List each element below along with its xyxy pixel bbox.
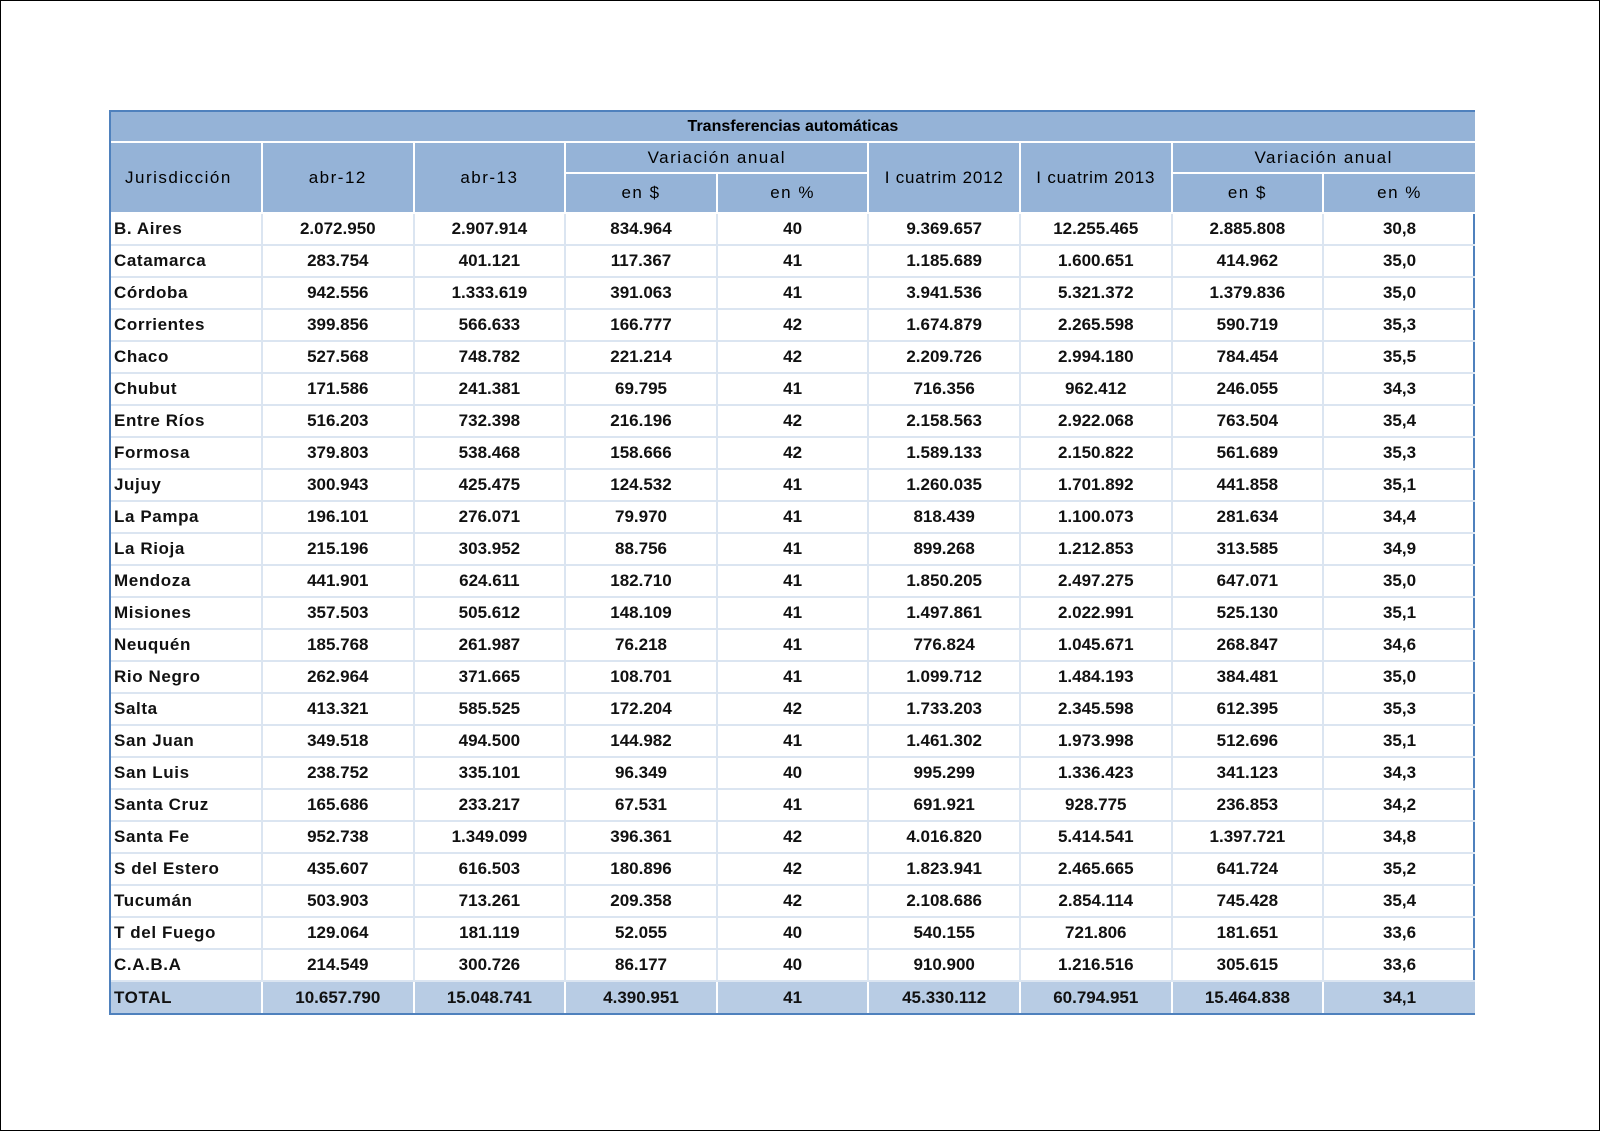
cell-variacion-pct: 40 — [717, 917, 869, 949]
cell-variacion-pesos: 221.214 — [565, 341, 717, 373]
cell-variacion-cuatrim-pct: 33,6 — [1323, 917, 1475, 949]
total-cell-cuatrim-2012: 45.330.112 — [868, 981, 1020, 1013]
cell-jurisdiccion: Jujuy — [111, 469, 262, 501]
cell-variacion-cuatrim-pesos: 590.719 — [1172, 309, 1324, 341]
cell-variacion-cuatrim-pct: 35,3 — [1323, 309, 1475, 341]
total-cell-abr-13: 15.048.741 — [414, 981, 566, 1013]
cell-variacion-pesos: 86.177 — [565, 949, 717, 981]
cell-jurisdiccion: Neuquén — [111, 629, 262, 661]
cell-cuatrim-2012: 1.461.302 — [868, 725, 1020, 757]
cell-variacion-pct: 41 — [717, 789, 869, 821]
header-variacion-anual-cuatrim: Variación anual — [1172, 142, 1475, 173]
cell-abr-12: 952.738 — [262, 821, 414, 853]
cell-variacion-pesos: 69.795 — [565, 373, 717, 405]
cell-cuatrim-2013: 928.775 — [1020, 789, 1172, 821]
cell-variacion-pct: 41 — [717, 629, 869, 661]
table-row — [111, 245, 1475, 277]
cell-abr-13: 538.468 — [414, 437, 566, 469]
cell-variacion-cuatrim-pct: 34,2 — [1323, 789, 1475, 821]
cell-variacion-cuatrim-pct: 35,2 — [1323, 853, 1475, 885]
table-row — [111, 309, 1475, 341]
cell-variacion-cuatrim-pesos: 305.615 — [1172, 949, 1324, 981]
cell-variacion-cuatrim-pesos: 745.428 — [1172, 885, 1324, 917]
cell-abr-13: 300.726 — [414, 949, 566, 981]
cell-cuatrim-2013: 1.484.193 — [1020, 661, 1172, 693]
cell-abr-13: 261.987 — [414, 629, 566, 661]
cell-variacion-pct: 42 — [717, 309, 869, 341]
cell-abr-12: 379.803 — [262, 437, 414, 469]
header-en-pct-cuatrim: en % — [1323, 173, 1475, 213]
cell-variacion-cuatrim-pesos: 512.696 — [1172, 725, 1324, 757]
cell-variacion-cuatrim-pct: 34,4 — [1323, 501, 1475, 533]
cell-jurisdiccion: Rio Negro — [111, 661, 262, 693]
cell-abr-12: 300.943 — [262, 469, 414, 501]
cell-variacion-pct: 41 — [717, 533, 869, 565]
cell-cuatrim-2012: 910.900 — [868, 949, 1020, 981]
cell-variacion-pct: 41 — [717, 373, 869, 405]
header-abr-12: abr-12 — [262, 142, 414, 213]
header-en-pesos-mensual: en $ — [565, 173, 717, 213]
cell-variacion-cuatrim-pesos: 525.130 — [1172, 597, 1324, 629]
cell-variacion-cuatrim-pct: 35,4 — [1323, 405, 1475, 437]
cell-jurisdiccion: Córdoba — [111, 277, 262, 309]
cell-jurisdiccion: San Juan — [111, 725, 262, 757]
cell-variacion-cuatrim-pct: 35,5 — [1323, 341, 1475, 373]
cell-abr-12: 262.964 — [262, 661, 414, 693]
cell-abr-13: 1.333.619 — [414, 277, 566, 309]
cell-variacion-cuatrim-pct: 35,1 — [1323, 597, 1475, 629]
cell-abr-13: 401.121 — [414, 245, 566, 277]
cell-cuatrim-2013: 1.600.651 — [1020, 245, 1172, 277]
cell-variacion-pesos: 182.710 — [565, 565, 717, 597]
cell-jurisdiccion: Santa Fe — [111, 821, 262, 853]
cell-abr-12: 165.686 — [262, 789, 414, 821]
table-row — [111, 469, 1475, 501]
cell-variacion-cuatrim-pesos: 1.397.721 — [1172, 821, 1324, 853]
cell-abr-12: 2.072.950 — [262, 213, 414, 245]
total-cell-variacion-cuatrim-pct: 34,1 — [1323, 981, 1475, 1013]
cell-cuatrim-2012: 1.733.203 — [868, 693, 1020, 725]
cell-variacion-pesos: 117.367 — [565, 245, 717, 277]
cell-cuatrim-2012: 1.823.941 — [868, 853, 1020, 885]
table-row — [111, 661, 1475, 693]
table-row — [111, 853, 1475, 885]
cell-variacion-cuatrim-pct: 30,8 — [1323, 213, 1475, 245]
cell-cuatrim-2012: 776.824 — [868, 629, 1020, 661]
cell-jurisdiccion: La Rioja — [111, 533, 262, 565]
table-row — [111, 565, 1475, 597]
cell-variacion-pct: 40 — [717, 757, 869, 789]
cell-variacion-cuatrim-pesos: 641.724 — [1172, 853, 1324, 885]
cell-jurisdiccion: Corrientes — [111, 309, 262, 341]
cell-abr-13: 1.349.099 — [414, 821, 566, 853]
cell-variacion-pct: 41 — [717, 469, 869, 501]
cell-variacion-pesos: 172.204 — [565, 693, 717, 725]
cell-cuatrim-2012: 9.369.657 — [868, 213, 1020, 245]
cell-variacion-cuatrim-pct: 34,8 — [1323, 821, 1475, 853]
cell-variacion-cuatrim-pesos: 612.395 — [1172, 693, 1324, 725]
cell-variacion-pesos: 216.196 — [565, 405, 717, 437]
cell-jurisdiccion: S del Estero — [111, 853, 262, 885]
cell-cuatrim-2013: 2.994.180 — [1020, 341, 1172, 373]
cell-cuatrim-2013: 2.854.114 — [1020, 885, 1172, 917]
cell-jurisdiccion: Misiones — [111, 597, 262, 629]
cell-jurisdiccion: Chubut — [111, 373, 262, 405]
total-cell-cuatrim-2013: 60.794.951 — [1020, 981, 1172, 1013]
cell-variacion-cuatrim-pct: 34,3 — [1323, 373, 1475, 405]
cell-abr-12: 283.754 — [262, 245, 414, 277]
total-row — [111, 981, 1475, 1013]
cell-variacion-cuatrim-pesos: 441.858 — [1172, 469, 1324, 501]
cell-variacion-pct: 40 — [717, 213, 869, 245]
cell-abr-13: 233.217 — [414, 789, 566, 821]
cell-variacion-cuatrim-pesos: 784.454 — [1172, 341, 1324, 373]
cell-abr-12: 196.101 — [262, 501, 414, 533]
header-jurisdiccion: Jurisdicción — [111, 142, 262, 213]
cell-variacion-pct: 41 — [717, 725, 869, 757]
header-en-pct-mensual: en % — [717, 173, 869, 213]
cell-variacion-pct: 41 — [717, 501, 869, 533]
cell-jurisdiccion: Santa Cruz — [111, 789, 262, 821]
cell-variacion-pct: 41 — [717, 597, 869, 629]
cell-jurisdiccion: Entre Ríos — [111, 405, 262, 437]
cell-variacion-cuatrim-pesos: 268.847 — [1172, 629, 1324, 661]
cell-variacion-cuatrim-pesos: 2.885.808 — [1172, 213, 1324, 245]
cell-variacion-pct: 42 — [717, 821, 869, 853]
table-row — [111, 213, 1475, 245]
cell-abr-12: 171.586 — [262, 373, 414, 405]
cell-cuatrim-2013: 2.150.822 — [1020, 437, 1172, 469]
total-cell-variacion-pct: 41 — [717, 981, 869, 1013]
cell-variacion-cuatrim-pesos: 384.481 — [1172, 661, 1324, 693]
cell-abr-13: 616.503 — [414, 853, 566, 885]
cell-jurisdiccion: Formosa — [111, 437, 262, 469]
cell-cuatrim-2013: 2.922.068 — [1020, 405, 1172, 437]
cell-jurisdiccion: Catamarca — [111, 245, 262, 277]
cell-variacion-cuatrim-pct: 35,0 — [1323, 277, 1475, 309]
cell-variacion-cuatrim-pesos: 281.634 — [1172, 501, 1324, 533]
cell-cuatrim-2013: 12.255.465 — [1020, 213, 1172, 245]
cell-variacion-cuatrim-pesos: 561.689 — [1172, 437, 1324, 469]
cell-abr-12: 399.856 — [262, 309, 414, 341]
cell-variacion-pct: 41 — [717, 277, 869, 309]
table-row — [111, 533, 1475, 565]
table-title: Transferencias automáticas — [111, 112, 1475, 142]
cell-abr-12: 129.064 — [262, 917, 414, 949]
cell-cuatrim-2012: 2.209.726 — [868, 341, 1020, 373]
cell-cuatrim-2013: 1.100.073 — [1020, 501, 1172, 533]
cell-variacion-pesos: 209.358 — [565, 885, 717, 917]
cell-variacion-pesos: 158.666 — [565, 437, 717, 469]
cell-variacion-pesos: 88.756 — [565, 533, 717, 565]
header-cuatrim-2013: I cuatrim 2013 — [1020, 142, 1172, 213]
cell-abr-13: 425.475 — [414, 469, 566, 501]
cell-variacion-cuatrim-pesos: 414.962 — [1172, 245, 1324, 277]
cell-variacion-cuatrim-pesos: 181.651 — [1172, 917, 1324, 949]
cell-abr-12: 214.549 — [262, 949, 414, 981]
cell-cuatrim-2012: 1.185.689 — [868, 245, 1020, 277]
cell-abr-12: 503.903 — [262, 885, 414, 917]
cell-cuatrim-2013: 5.321.372 — [1020, 277, 1172, 309]
cell-abr-13: 566.633 — [414, 309, 566, 341]
cell-abr-12: 357.503 — [262, 597, 414, 629]
cell-variacion-pesos: 76.218 — [565, 629, 717, 661]
cell-abr-13: 585.525 — [414, 693, 566, 725]
cell-variacion-pesos: 148.109 — [565, 597, 717, 629]
cell-variacion-pct: 42 — [717, 437, 869, 469]
cell-abr-13: 2.907.914 — [414, 213, 566, 245]
cell-cuatrim-2012: 691.921 — [868, 789, 1020, 821]
table-row — [111, 821, 1475, 853]
cell-variacion-pct: 41 — [717, 565, 869, 597]
cell-abr-13: 624.611 — [414, 565, 566, 597]
header-en-pesos-cuatrim: en $ — [1172, 173, 1324, 213]
cell-cuatrim-2013: 5.414.541 — [1020, 821, 1172, 853]
header-variacion-anual-mensual: Variación anual — [565, 142, 868, 173]
cell-cuatrim-2012: 540.155 — [868, 917, 1020, 949]
cell-abr-12: 516.203 — [262, 405, 414, 437]
table-row — [111, 885, 1475, 917]
cell-cuatrim-2013: 1.045.671 — [1020, 629, 1172, 661]
cell-cuatrim-2013: 2.497.275 — [1020, 565, 1172, 597]
cell-variacion-cuatrim-pesos: 647.071 — [1172, 565, 1324, 597]
cell-abr-13: 276.071 — [414, 501, 566, 533]
cell-variacion-cuatrim-pesos: 341.123 — [1172, 757, 1324, 789]
cell-variacion-cuatrim-pct: 35,1 — [1323, 725, 1475, 757]
cell-abr-12: 185.768 — [262, 629, 414, 661]
cell-variacion-pct: 40 — [717, 949, 869, 981]
cell-cuatrim-2012: 4.016.820 — [868, 821, 1020, 853]
cell-abr-12: 413.321 — [262, 693, 414, 725]
cell-abr-13: 335.101 — [414, 757, 566, 789]
cell-cuatrim-2013: 721.806 — [1020, 917, 1172, 949]
cell-cuatrim-2012: 1.850.205 — [868, 565, 1020, 597]
cell-abr-13: 303.952 — [414, 533, 566, 565]
cell-variacion-pesos: 79.970 — [565, 501, 717, 533]
cell-jurisdiccion: Tucumán — [111, 885, 262, 917]
table-row — [111, 405, 1475, 437]
table-row — [111, 629, 1475, 661]
cell-abr-12: 435.607 — [262, 853, 414, 885]
cell-cuatrim-2012: 1.099.712 — [868, 661, 1020, 693]
cell-cuatrim-2012: 716.356 — [868, 373, 1020, 405]
table-row — [111, 917, 1475, 949]
cell-variacion-pct: 41 — [717, 661, 869, 693]
cell-cuatrim-2012: 3.941.536 — [868, 277, 1020, 309]
table-row — [111, 341, 1475, 373]
cell-cuatrim-2013: 2.345.598 — [1020, 693, 1172, 725]
total-cell-jurisdiccion: TOTAL — [111, 981, 262, 1013]
cell-variacion-pesos: 52.055 — [565, 917, 717, 949]
cell-variacion-pesos: 108.701 — [565, 661, 717, 693]
cell-cuatrim-2013: 2.022.991 — [1020, 597, 1172, 629]
cell-abr-13: 732.398 — [414, 405, 566, 437]
cell-variacion-pesos: 144.982 — [565, 725, 717, 757]
cell-variacion-cuatrim-pesos: 246.055 — [1172, 373, 1324, 405]
table-row — [111, 437, 1475, 469]
header-cuatrim-2012: I cuatrim 2012 — [868, 142, 1020, 213]
cell-abr-12: 349.518 — [262, 725, 414, 757]
cell-jurisdiccion: Chaco — [111, 341, 262, 373]
cell-cuatrim-2013: 1.973.998 — [1020, 725, 1172, 757]
cell-variacion-pesos: 180.896 — [565, 853, 717, 885]
cell-cuatrim-2012: 2.158.563 — [868, 405, 1020, 437]
cell-abr-13: 713.261 — [414, 885, 566, 917]
cell-abr-13: 494.500 — [414, 725, 566, 757]
cell-jurisdiccion: San Luis — [111, 757, 262, 789]
cell-jurisdiccion: C.A.B.A — [111, 949, 262, 981]
cell-cuatrim-2012: 1.674.879 — [868, 309, 1020, 341]
cell-cuatrim-2013: 962.412 — [1020, 373, 1172, 405]
total-cell-variacion-pesos: 4.390.951 — [565, 981, 717, 1013]
total-cell-variacion-cuatrim-pesos: 15.464.838 — [1172, 981, 1324, 1013]
cell-cuatrim-2012: 1.589.133 — [868, 437, 1020, 469]
cell-cuatrim-2012: 1.497.861 — [868, 597, 1020, 629]
cell-variacion-pct: 42 — [717, 853, 869, 885]
table-row — [111, 789, 1475, 821]
cell-cuatrim-2012: 899.268 — [868, 533, 1020, 565]
cell-cuatrim-2012: 818.439 — [868, 501, 1020, 533]
cell-variacion-pct: 42 — [717, 405, 869, 437]
cell-variacion-pesos: 96.349 — [565, 757, 717, 789]
cell-variacion-cuatrim-pct: 35,0 — [1323, 565, 1475, 597]
cell-cuatrim-2012: 1.260.035 — [868, 469, 1020, 501]
cell-variacion-cuatrim-pct: 35,3 — [1323, 693, 1475, 725]
table-row — [111, 597, 1475, 629]
table-row — [111, 725, 1475, 757]
header-abr-13: abr-13 — [414, 142, 566, 213]
cell-variacion-pesos: 396.361 — [565, 821, 717, 853]
cell-cuatrim-2013: 1.212.853 — [1020, 533, 1172, 565]
cell-variacion-cuatrim-pct: 34,6 — [1323, 629, 1475, 661]
cell-variacion-cuatrim-pct: 35,3 — [1323, 437, 1475, 469]
cell-abr-13: 241.381 — [414, 373, 566, 405]
cell-variacion-cuatrim-pesos: 236.853 — [1172, 789, 1324, 821]
cell-abr-12: 441.901 — [262, 565, 414, 597]
cell-abr-13: 748.782 — [414, 341, 566, 373]
cell-abr-12: 215.196 — [262, 533, 414, 565]
cell-abr-12: 527.568 — [262, 341, 414, 373]
cell-variacion-cuatrim-pct: 34,3 — [1323, 757, 1475, 789]
cell-abr-13: 371.665 — [414, 661, 566, 693]
cell-abr-13: 181.119 — [414, 917, 566, 949]
cell-cuatrim-2013: 2.465.665 — [1020, 853, 1172, 885]
cell-variacion-pesos: 834.964 — [565, 213, 717, 245]
cell-jurisdiccion: T del Fuego — [111, 917, 262, 949]
cell-variacion-pct: 42 — [717, 693, 869, 725]
cell-variacion-cuatrim-pct: 35,1 — [1323, 469, 1475, 501]
table-row — [111, 501, 1475, 533]
cell-cuatrim-2013: 1.216.516 — [1020, 949, 1172, 981]
cell-jurisdiccion: Mendoza — [111, 565, 262, 597]
cell-jurisdiccion: La Pampa — [111, 501, 262, 533]
transferencias-table-container — [109, 110, 1475, 1015]
cell-variacion-cuatrim-pct: 35,0 — [1323, 245, 1475, 277]
table-row — [111, 277, 1475, 309]
cell-variacion-pct: 42 — [717, 341, 869, 373]
cell-cuatrim-2013: 1.336.423 — [1020, 757, 1172, 789]
cell-abr-13: 505.612 — [414, 597, 566, 629]
cell-variacion-pct: 42 — [717, 885, 869, 917]
table-row — [111, 373, 1475, 405]
transferencias-table — [111, 112, 1475, 1013]
cell-variacion-pesos: 67.531 — [565, 789, 717, 821]
cell-variacion-cuatrim-pesos: 763.504 — [1172, 405, 1324, 437]
cell-cuatrim-2013: 1.701.892 — [1020, 469, 1172, 501]
cell-variacion-cuatrim-pesos: 313.585 — [1172, 533, 1324, 565]
cell-variacion-pesos: 124.532 — [565, 469, 717, 501]
cell-variacion-cuatrim-pct: 34,9 — [1323, 533, 1475, 565]
cell-variacion-cuatrim-pct: 35,0 — [1323, 661, 1475, 693]
total-cell-abr-12: 10.657.790 — [262, 981, 414, 1013]
cell-cuatrim-2012: 995.299 — [868, 757, 1020, 789]
cell-variacion-pesos: 391.063 — [565, 277, 717, 309]
cell-abr-12: 942.556 — [262, 277, 414, 309]
cell-variacion-pesos: 166.777 — [565, 309, 717, 341]
cell-cuatrim-2012: 2.108.686 — [868, 885, 1020, 917]
cell-variacion-pct: 41 — [717, 245, 869, 277]
cell-jurisdiccion: Salta — [111, 693, 262, 725]
cell-variacion-cuatrim-pesos: 1.379.836 — [1172, 277, 1324, 309]
cell-variacion-cuatrim-pct: 33,6 — [1323, 949, 1475, 981]
cell-abr-12: 238.752 — [262, 757, 414, 789]
table-row — [111, 757, 1475, 789]
cell-jurisdiccion: B. Aires — [111, 213, 262, 245]
table-row — [111, 693, 1475, 725]
cell-cuatrim-2013: 2.265.598 — [1020, 309, 1172, 341]
cell-variacion-cuatrim-pct: 35,4 — [1323, 885, 1475, 917]
table-row — [111, 949, 1475, 981]
